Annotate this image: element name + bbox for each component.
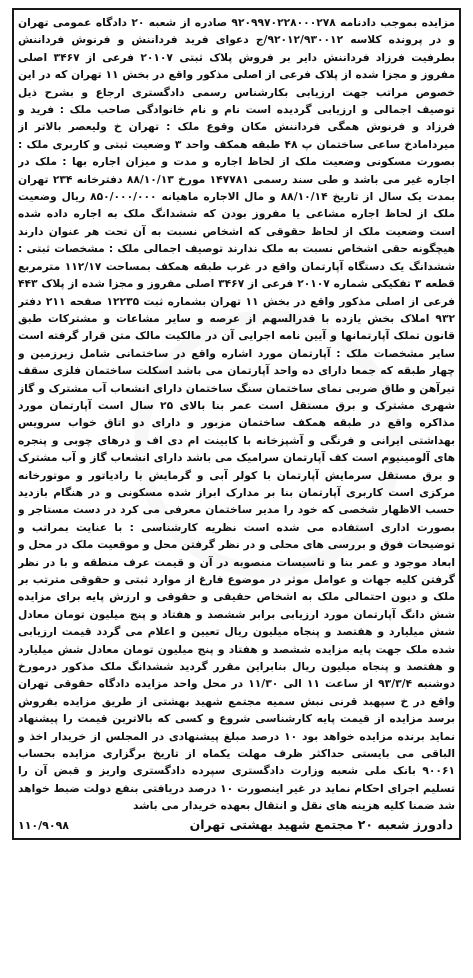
signature-line	[18, 817, 453, 832]
reference-number: ۱۱۰/۹۰۹۸	[18, 819, 70, 832]
auction-notice-box	[12, 8, 461, 840]
notice-content	[18, 14, 455, 834]
notice-body-text: مزایده بموجب دادنامه ۹۲۰۹۹۷۰۲۲۸۰۰۰۲۷۸ صادره از شعبه ۲۰ دادگاه عمومی تهران و در پرونده کلاسه ۹۲۰۱۲/۹۳۰۰۱۲/ج دعوای فرید فرداننش و فرنوش فرداننش بطرفیت فرزاد فرداننش دایر بر فروش پلاک ثبتی ۲۰۱۰۷ فرعی از ۳۴۶۷ اصلی مفروز و مجزا شده از پلاک فرعی از اصلی مذکور واقع در بخش ۱۱ تهران که در این خصوص مراتب جهت ارزیابی بکارشناس رسمی دادگستری ارجاع و بشرح ذیل توصیف اجمالی و ارزیابی گردیده است نام و نام خانوادگی صاحب ملک : فرید و فرزاد و فرنوش همگی فرداننش مکان وقوع ملک : تهران خ ولیعصر بالاتر از میردامادخ ساعی ساختمان پ ۴۸ طبقه همکف واحد ۳ وضعیت ثبتی و کاربری ملک : بصورت مسکونی وضعیت ملک از لحاظ اجاره و مدت و میزان اجاره بها : ملک در اجاره غیر می باشد و طی سند رسمی ۱۴۷۷۸۱ مورخ ۸۸/۱۰/۱۳ دفترخانه ۲۳۴ تهران بمدت یک سال از تاریخ ۸۸/۱۰/۱۴ و مال الاجاره ماهیانه ۸۵۰/۰۰۰/۰۰۰ ریال وضعیت ملک از لحاظ اجاره مشاعی یا مفروز بودن که ششدانگ ملک به اجاره داده شده است وضعیت ملک از لحاظ حقوقی که اشخاص نسبت به آن تحت هر عنوان دارند هیچگونه حقی اشخاص نسبت به ملک ندارند توصیف اجمالی ملک : مشخصات ثبتی : ششدانگ یک دستگاه آپارتمان واقع در غرب طبقه همکف بمساحت ۱۱۲/۱۷ مترمربع قطعه ۳ تفکیکی شماره ۲۰۱۰۷ فرعی از ۳۴۶۷ اصلی مفروز و مجزا شده از پلاک ۴۴۳ فرعی از اصلی مذکور واقع در بخش ۱۱ تهران بشماره ثبت ۱۲۲۳۵ صفحه ۲۱۱ دفتر ۹۳۲ املاک بخش یازده با قدرالسهم از عرصه و سایر مشاعات و مشترکات طبق قانون تملک آپارتمانها و آیین نامه اجرایی آن در مالکیت مالک متن قرار گرفته است سایر مشخصات ملک : آپارتمان مورد اشاره واقع در ساختمانی شامل زیرزمین و چهار طبقه که جمعا دارای ده واحد آپارتمان می باشد اسکلت ساختمان فلزی سقف تیرآهن و طاق ضربی نمای ساختمان سنگ ساختمان دارای انشعاب آب مشترک و گاز شهری مشترک و برق مستقل است عمر بنا بالای ۲۵ سال است آپارتمان مورد مذاکره واقع در طبقه همکف ساختمان مزبور و دارای دو اتاق خواب سرویس بهداشتی ایرانی و فرنگی و آشپزخانه با کابینت ام دی اف و درهای چوبی و پنجره های آلومینیوم است کف آپارتمان سرامیک می باشد دارای انشعاب گاز و آب مشترک و برق مستقل سرمایش آپارتمان با کولر آبی و گرمایش با رادیاتور و موتورخانه مرکزی است کاربری آپارتمان بنا بر مدارک ابراز شده مسکونی و در هنگام بازدید حسب الاظهار شخصی که خود را مدیر ساختمان معرفی می کرد در دست مستاجر و بصورت اداری استفاده می شده است نظریه کارشناسی : با عنایت بمراتب و توضیحات فوق و بررسی های محلی و در نظر گرفتن محل و موقعیت ملک در محل و ابعاد موجود و عمر بنا و تاسیسات منصوبه در آن و قیمت عرف منطقه و با در نظر گرفتن کلیه جهات و عوامل موثر در موضوع فارغ از موارد ثبتی و حقوقی مترتب بر ملک و دیون احتمالی ملک به اشخاص حقیقی و حقوقی و ارزش پایه برای مزایده شش دانگ آپارتمان مورد ارزیابی برابر ششصد و هفتاد و پنج میلیون تومان معادل شش میلیارد و هفتصد و پنجاه میلیون ریال تعیین و اعلام می گردد قیمت ارزیابی شده ملک جهت پایه مزایده ششصد و هفتاد و پنج میلیون تومان معادل شش میلیارد و هفتصد و پنجاه میلیون ریال بنابراین مقرر گردید ششدانگ ملک مذکور درمورخ دوشنبه ۹۳/۳/۴ از ساعت ۱۱ الی ۱۱/۳۰ در محل واحد مزایده دادگاه حقوقی تهران واقع در خ سپهبد قرنی نبش سمیه مجتمع شهید بهشتی از طریق مزایده بفروش برسد مزایده از قیمت پایه کارشناسی شروع و کسی که بالاترین قیمت را پیشنهاد نماید برنده مزایده خواهد بود ۱۰ درصد مبلغ پیشنهادی در المجلس از خریدار اخذ و الباقی می بایستی حداکثر ظرف مهلت یکماه از تاریخ برگزاری مزایده بحساب ۹۰۰۶۱ بانک ملی شعبه وزارت دادگستری سپرده دادگستری واریز و قبض آن را تسلیم اجرای احکام نماید در غیر اینصورت ۱۰ درصد دریافتی بنفع دولت ضبط خواهد شد ضمنا کلیه هزینه های نقل و انتقال بعهده خریدار می باشد	[18, 16, 455, 813]
issuer-signature: دادورز شعبه ۲۰ مجتمع شهید بهشتی تهران	[189, 817, 453, 832]
